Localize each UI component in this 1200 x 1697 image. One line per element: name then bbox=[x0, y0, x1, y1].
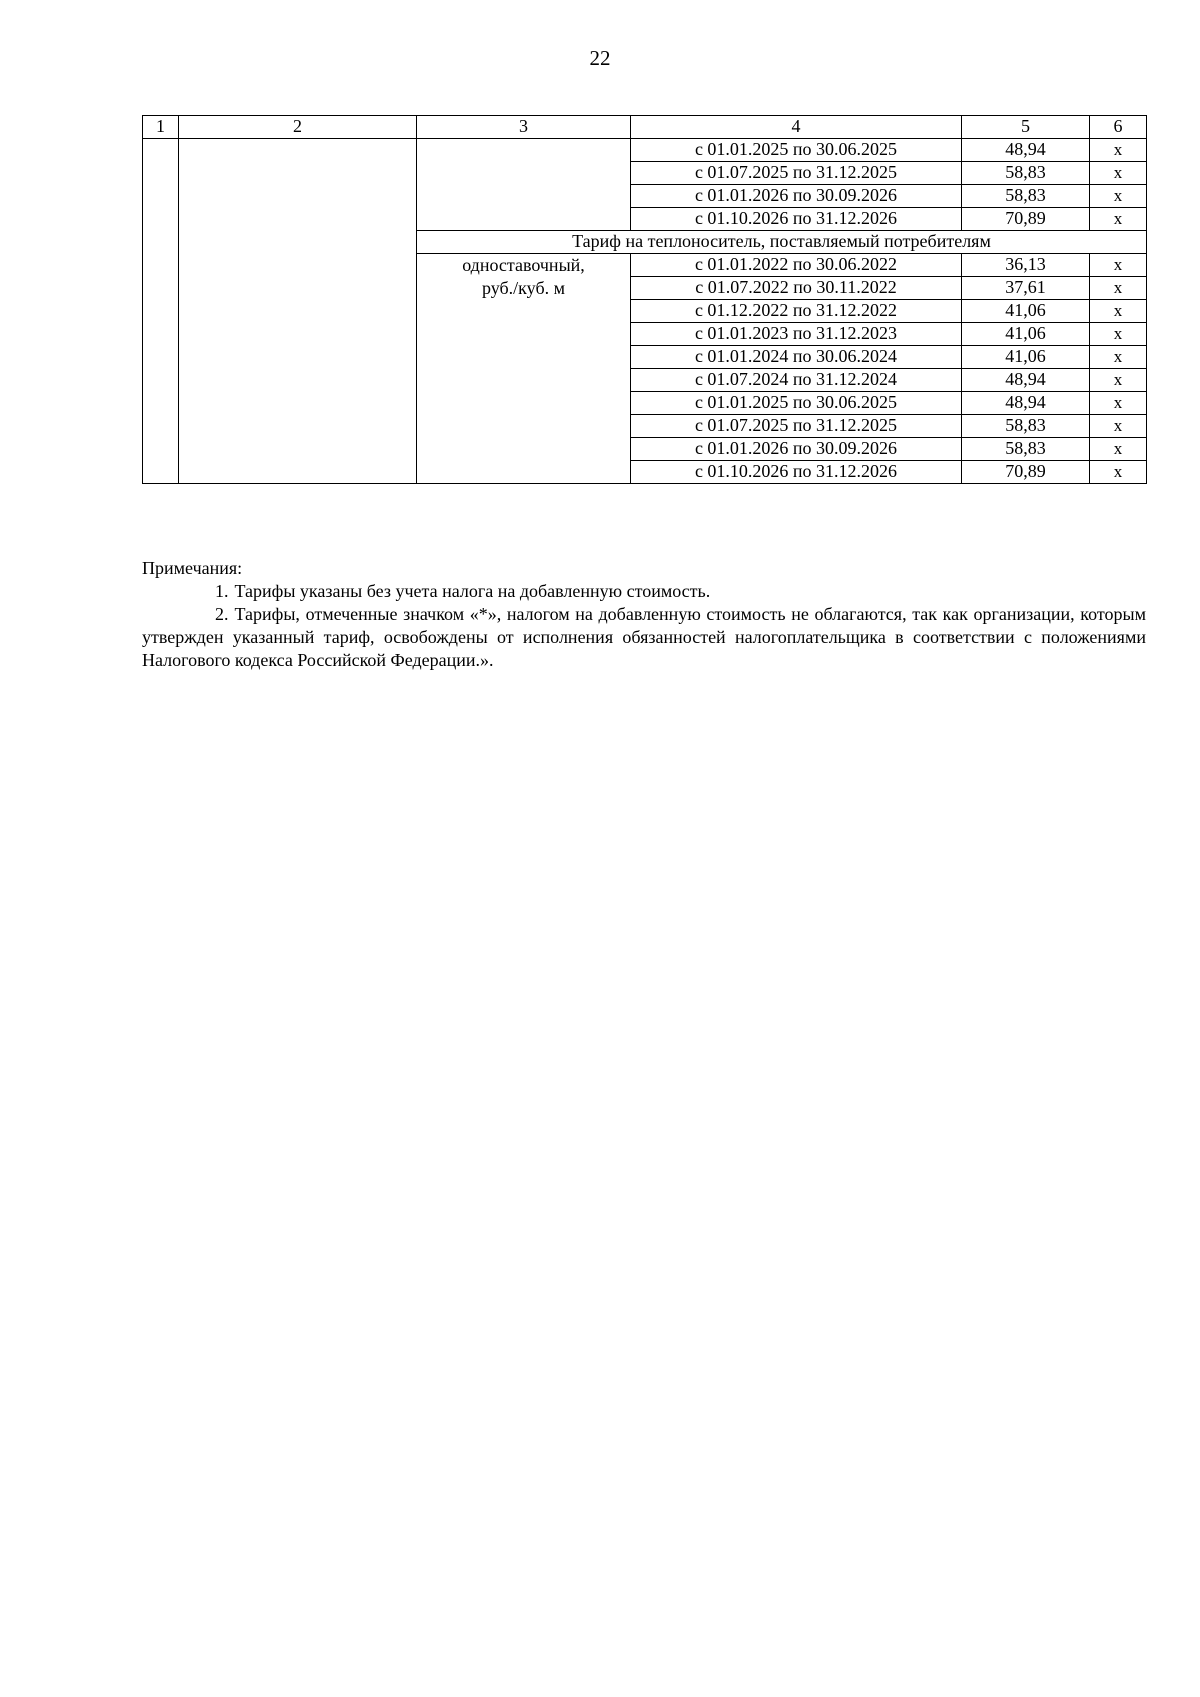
period-cell: с 01.01.2022 по 30.06.2022 bbox=[631, 254, 962, 277]
mark-cell: x bbox=[1090, 277, 1147, 300]
mark-cell: x bbox=[1090, 415, 1147, 438]
period-cell: с 01.01.2023 по 31.12.2023 bbox=[631, 323, 962, 346]
value-cell: 58,83 bbox=[962, 415, 1090, 438]
table-body bbox=[143, 116, 1147, 484]
value-cell: 70,89 bbox=[962, 208, 1090, 231]
period-cell: с 01.10.2026 по 31.12.2026 bbox=[631, 461, 962, 484]
mark-cell: x bbox=[1090, 392, 1147, 415]
notes-heading: Примечания: bbox=[142, 558, 243, 578]
mark-cell: x bbox=[1090, 162, 1147, 185]
note-text: Тарифы указаны без учета налога на добавленную стоимость. bbox=[234, 581, 711, 601]
value-cell: 41,06 bbox=[962, 346, 1090, 369]
header-cell: 3 bbox=[417, 116, 631, 139]
header-cell: 1 bbox=[143, 116, 179, 139]
note-number: 1. bbox=[215, 581, 229, 601]
mark-cell: x bbox=[1090, 185, 1147, 208]
header-cell: 2 bbox=[179, 116, 417, 139]
mark-cell: x bbox=[1090, 438, 1147, 461]
value-cell: 48,94 bbox=[962, 392, 1090, 415]
mark-cell: x bbox=[1090, 346, 1147, 369]
mark-cell: x bbox=[1090, 254, 1147, 277]
period-cell: с 01.12.2022 по 31.12.2022 bbox=[631, 300, 962, 323]
mark-cell: x bbox=[1090, 369, 1147, 392]
mark-cell: x bbox=[1090, 323, 1147, 346]
period-cell: с 01.01.2025 по 30.06.2025 bbox=[631, 392, 962, 415]
notes-section bbox=[142, 557, 1146, 672]
period-cell: с 01.07.2024 по 31.12.2024 bbox=[631, 369, 962, 392]
value-cell: 58,83 bbox=[962, 185, 1090, 208]
mark-cell: x bbox=[1090, 300, 1147, 323]
table-row bbox=[143, 139, 1147, 162]
period-cell: с 01.01.2024 по 30.06.2024 bbox=[631, 346, 962, 369]
table-header-row bbox=[143, 116, 1147, 139]
col1-cell bbox=[143, 139, 179, 484]
tariff-table bbox=[142, 115, 1147, 484]
col2-cell bbox=[179, 139, 417, 484]
page-number: 22 bbox=[589, 46, 611, 70]
header-cell: 6 bbox=[1090, 116, 1147, 139]
period-cell: с 01.01.2026 по 30.09.2026 bbox=[631, 185, 962, 208]
note-number: 2. bbox=[215, 604, 229, 624]
value-cell: 48,94 bbox=[962, 139, 1090, 162]
mark-cell: x bbox=[1090, 139, 1147, 162]
col3-cell bbox=[417, 139, 631, 231]
note-item bbox=[142, 580, 1146, 603]
note-text: Тарифы, отмеченные значком «*», налогом на добавленную стоимость не облагаются, так как организации, которым утвержден указанный тариф, освобождены от исполнения обязанностей налогоплательщика в соответствии с положениями Налогового кодекса Российской Федерации.». bbox=[142, 604, 1146, 670]
mark-cell: x bbox=[1090, 208, 1147, 231]
value-cell: 41,06 bbox=[962, 300, 1090, 323]
value-cell: 58,83 bbox=[962, 162, 1090, 185]
period-cell: с 01.01.2026 по 30.09.2026 bbox=[631, 438, 962, 461]
header-cell: 5 bbox=[962, 116, 1090, 139]
note-item bbox=[142, 603, 1146, 672]
period-cell: с 01.01.2025 по 30.06.2025 bbox=[631, 139, 962, 162]
period-cell: с 01.07.2022 по 30.11.2022 bbox=[631, 277, 962, 300]
header-cell: 4 bbox=[631, 116, 962, 139]
value-cell: 70,89 bbox=[962, 461, 1090, 484]
section-title: Тариф на теплоноситель, поставляемый потребителям bbox=[417, 231, 1147, 254]
value-cell: 41,06 bbox=[962, 323, 1090, 346]
rate-type-cell: одноставочный, руб./куб. м bbox=[417, 254, 631, 484]
value-cell: 48,94 bbox=[962, 369, 1090, 392]
period-cell: с 01.07.2025 по 31.12.2025 bbox=[631, 162, 962, 185]
period-cell: с 01.07.2025 по 31.12.2025 bbox=[631, 415, 962, 438]
mark-cell: x bbox=[1090, 461, 1147, 484]
value-cell: 36,13 bbox=[962, 254, 1090, 277]
value-cell: 37,61 bbox=[962, 277, 1090, 300]
value-cell: 58,83 bbox=[962, 438, 1090, 461]
period-cell: с 01.10.2026 по 31.12.2026 bbox=[631, 208, 962, 231]
